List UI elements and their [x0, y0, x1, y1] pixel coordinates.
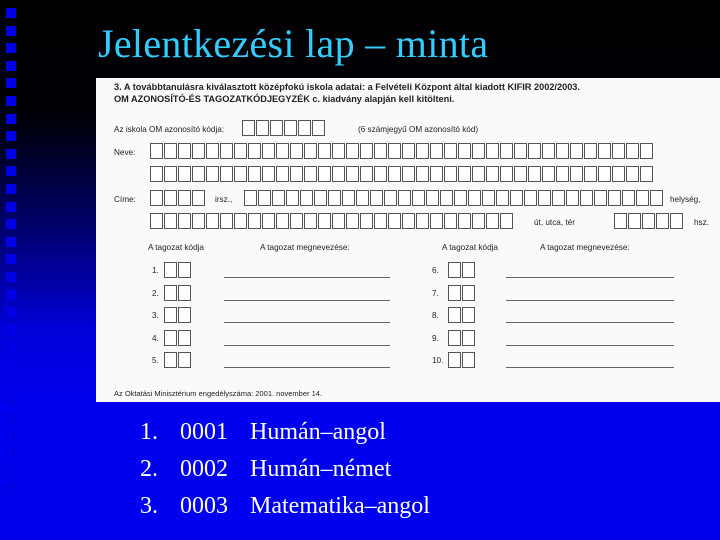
decorative-square [6, 8, 16, 18]
section-name-line [506, 322, 674, 323]
decorative-square [6, 325, 16, 335]
application-form-image [96, 78, 720, 402]
name-header-left: A tagozat megnevezése: [260, 243, 350, 252]
section-row-number: 10. [432, 356, 444, 365]
decorative-square [6, 430, 16, 440]
decorative-square [6, 483, 16, 493]
section-code-boxes [164, 307, 192, 323]
form-heading-line2: OM AZONOSÍTÓ-ÉS TAGOZATKÓDJEGYZÉK c. kiadvány alapján kell kitölteni. [114, 94, 455, 104]
section-row-number: 5. [152, 356, 159, 365]
decorative-square [6, 254, 16, 264]
section-row-number: 8. [432, 311, 439, 320]
section-name-line [224, 345, 390, 346]
section-name-line [224, 277, 390, 278]
decorative-square [6, 219, 16, 229]
section-name-line [506, 345, 674, 346]
decorative-square [6, 395, 16, 405]
section-name-line [224, 300, 390, 301]
decorative-square-strip [0, 0, 22, 540]
list-item-name: Humán–német [250, 456, 392, 482]
decorative-square [6, 307, 16, 317]
decorative-square [6, 360, 16, 370]
section-list-item [140, 414, 430, 451]
street-label: út, utca, tér [534, 218, 575, 227]
decorative-square [6, 166, 16, 176]
name-boxes-row1 [150, 143, 654, 159]
section-row-number: 7. [432, 288, 439, 298]
section-code-boxes [448, 352, 476, 368]
om-code-hint: (6 számjegyű OM azonosító kód) [358, 125, 479, 134]
list-item-code: 0001 [180, 419, 228, 445]
list-item-code: 0002 [180, 456, 228, 482]
slide-title: Jelentkezési lap – minta [98, 21, 489, 66]
section-name-line [506, 300, 674, 301]
town-boxes [244, 190, 664, 206]
section-name-line [506, 277, 674, 278]
section-code-boxes [164, 285, 192, 301]
decorative-square [6, 272, 16, 282]
decorative-square [6, 78, 16, 88]
section-code-boxes [448, 330, 476, 346]
section-row-number: 6. [432, 266, 439, 275]
decorative-square [6, 114, 16, 124]
street-boxes [150, 213, 514, 229]
decorative-square [6, 61, 16, 71]
list-item-code: 0003 [180, 493, 228, 519]
decorative-square [6, 290, 16, 300]
zip-label: irsz., [215, 195, 233, 204]
name-header-right: A tagozat megnevezése: [540, 243, 630, 252]
list-item-name: Humán–angol [250, 419, 386, 445]
list-item-number: 3. [140, 493, 158, 519]
decorative-square [6, 342, 16, 352]
decorative-square [6, 378, 16, 388]
section-code-boxes [448, 307, 476, 323]
section-row-number: 1. [152, 266, 159, 275]
form-heading-line1: 3. A továbbtanulásra kiválasztott középfokú iskola adatai: a Felvételi Központ által kiadott KIFIR 2002/2003. [114, 82, 580, 92]
decorative-square [6, 26, 16, 36]
code-header-right: A tagozat kódja [442, 243, 498, 252]
decorative-square [6, 96, 16, 106]
section-name-line [506, 367, 674, 368]
section-row-number: 9. [432, 333, 439, 343]
section-list-item [140, 488, 430, 525]
name-boxes-row2 [150, 166, 654, 182]
decorative-square [6, 466, 16, 476]
om-code-label: Az iskola OM azonosító kódja: [114, 125, 225, 134]
section-row-number: 2. [152, 288, 159, 298]
decorative-square [6, 202, 16, 212]
section-row-number: 3. [152, 311, 159, 320]
form-footer: Az Oktatási Minisztérium engedélyszáma: 2001. november 14. [114, 389, 323, 398]
section-code-boxes [164, 352, 192, 368]
section-code-boxes [164, 262, 192, 278]
decorative-square [6, 184, 16, 194]
section-code-boxes [448, 285, 476, 301]
decorative-square [6, 413, 16, 423]
section-list-item [140, 451, 430, 488]
section-code-boxes [164, 330, 192, 346]
section-code-boxes [448, 262, 476, 278]
list-item-name: Matematika–angol [250, 493, 430, 519]
decorative-square [6, 131, 16, 141]
om-code-boxes [242, 120, 326, 136]
list-item-number: 1. [140, 419, 158, 445]
house-number-boxes [614, 213, 684, 229]
decorative-square [6, 43, 16, 53]
address-label: Címe: [114, 195, 136, 204]
decorative-square [6, 448, 16, 458]
decorative-square [6, 149, 16, 159]
section-name-line [224, 322, 390, 323]
house-number-label: hsz. [694, 218, 710, 227]
section-code-list [140, 414, 430, 525]
code-header-left: A tagozat kódja [148, 243, 204, 252]
name-label: Neve: [114, 148, 136, 157]
section-name-line [224, 367, 390, 368]
town-label: helység, [670, 195, 701, 204]
zip-boxes [150, 190, 206, 206]
section-row-number: 4. [152, 333, 159, 343]
list-item-number: 2. [140, 456, 158, 482]
decorative-square [6, 237, 16, 247]
